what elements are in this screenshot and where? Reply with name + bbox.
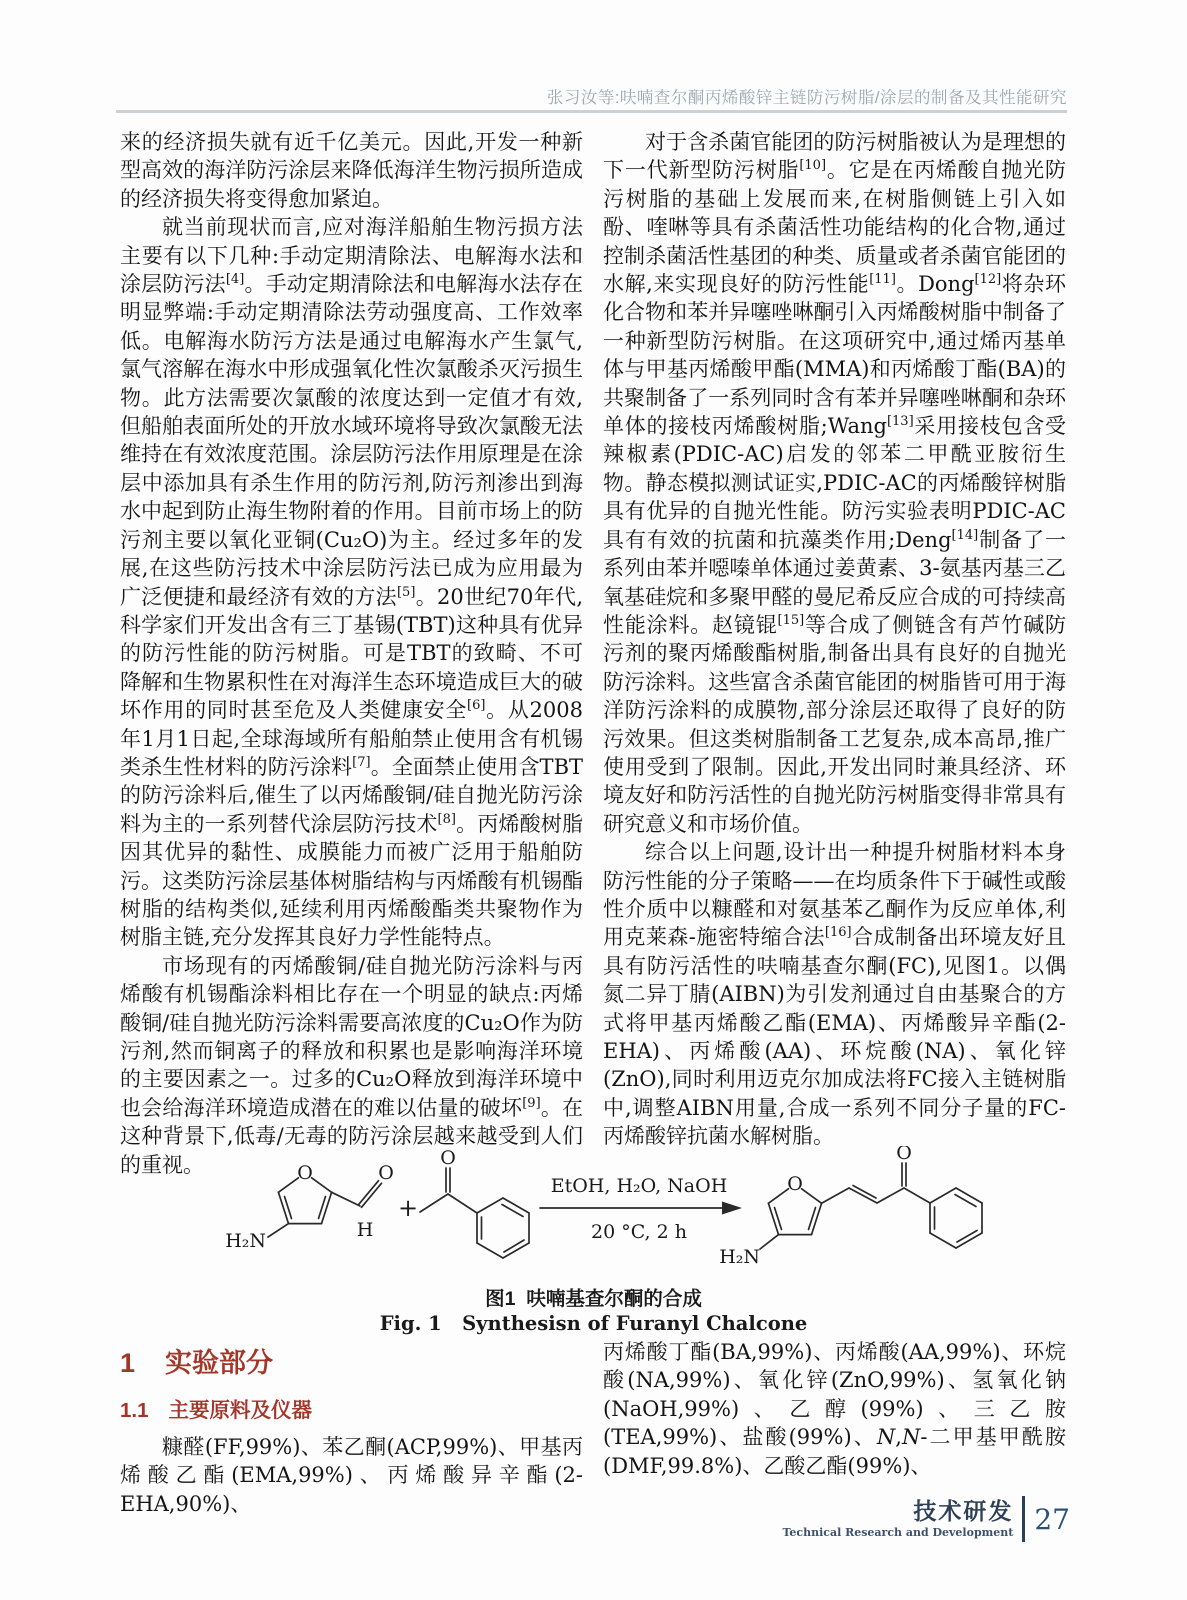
subsection-title: 主要原料及仪器 [168,1399,312,1422]
paragraph: 对于含杀菌官能团的防污树脂被认为是理想的下一代新型防污树脂[10]。它是在丙烯酸自抛光防污树脂的基础上发展而来,在树脂侧链上引入如酚、喹啉等具有杀菌活性功能结构的化合物,通过控制杀菌活性基团的种类、质量或者杀菌官能团的水解,来实现良好的防污性能[11]。Dong[12]将杂环化合物和苯并异噻唑啉酮引入丙烯酸树脂中制备了一种新型防污树脂。在这项研究中,通过烯丙基单体与甲基丙烯酸甲酯(MMA)和丙烯酸丁酯(BA)的共聚制备了一系列同时含有苯并异噻唑啉酮和杂环单体的接枝丙烯酸树脂;Wang[13]采用接枝包含受辣椒素(PDIC-AC)启发的邻苯二甲酰亚胺衍生物。静态模拟测试证实,PDIC-AC的丙烯酸锌树脂具有优异的自抛光性能。防污实验表明PDIC-AC具有有效的抗菌和抗藻类作用;Deng[14]制备了一系列由苯并噁嗪单体通过姜黄素、3-氨基丙基三乙氧基硅烷和多聚甲醛的曼尼希反应合成的可持续高性能涂料。赵镜锟[15]等合成了侧链含有芦竹碱防污剂的聚丙烯酸酯树脂,制备出具有良好的自抛光防污涂料。这些富含杀菌官能团的树脂皆可用于海洋防污涂料的成膜物,部分涂层还取得了良好的防污效果。但这类树脂制备工艺复杂,成本高昂,推广使用受到了限制。因此,开发出同时兼具经济、环境友好和防污活性的自抛光防污树脂变得非常具有研究意义和市场价值。 [603,130,1067,836]
reaction-conditions-top: EtOH, H₂O, NaOH [550,1175,728,1197]
footer-section-label [782,1500,1013,1538]
product-furanyl-chalcone-structure [719,1146,982,1268]
plus-sign: + [397,1194,419,1222]
oxygen-label: O [787,1173,803,1195]
oxygen-label: O [297,1162,313,1184]
footer [782,1496,1070,1542]
footer-label-zh: 技术研发 [913,1498,1014,1524]
reaction-scheme-svg [120,1146,1067,1276]
running-head: 张习汝等:呋喃查尔酮丙烯酸锌主链防污树脂/涂层的制备及其性能研究 [546,89,1067,107]
acetophenone-structure [420,1147,529,1258]
paragraph: 综合以上问题,设计出一种提升树脂材料本身防污性能的分子策略——在均质条件下于碱性或酸性介质中以糠醛和对氨基苯乙酮作为反应单体,利用克莱森-施密特缩合法[16]合成制备出环境友好且具有防污活性的呋喃基查尔酮(FC),见图1。以偶氮二异丁腈(AIBN)为引发剂通过自由基聚合的方式将甲基丙烯酸乙酯(EMA)、丙烯酸异辛酯(2-EHA)、丙烯酸(AA)、环烷酸(NA)、氧化锌(ZnO),同时利用迈克尔加成法将FC接入主链树脂中,调整AIBN用量,合成一系列不同分子量的FC-丙烯酸锌抗菌水解树脂。 [603,840,1066,1149]
footer-label-en: Technical Research and Development [782,1526,1014,1539]
subsection-heading [120,1393,583,1423]
footer-divider [1022,1496,1025,1542]
reaction-conditions-bottom: 20 °C, 2 h [590,1221,688,1243]
reactant-aminofurfural-structure [225,1162,394,1252]
hydrogen-label: H [356,1219,374,1241]
paragraph: 就当前现状而言,应对海洋船舶生物污损方法主要有以下几种:手动定期清除法、电解海水法和涂层防污法[4]。手动定期清除法和电解海水法存在明显弊端:手动定期清除法劳动强度高、工作效率低。电解海水防污方法是通过电解海水产生氯气,氯气溶解在海水中形成强氧化性次氯酸杀灭污损生物。此方法需要次氯酸的浓度达到一定值才有效,但船舶表面所处的开放水域环境将导致次氯酸无法维持在有效浓度范围。涂层防污法作用原理是在涂层中添加具有杀生作用的防污剂,防污剂渗出到海水中起到防止海生物附着的作用。目前市场上的防污剂主要以氧化亚铜(Cu₂O)为主。经过多年的发展,在这些防污技术中涂层防污法已成为应用最为广泛便捷和最经济有效的方法[5]。20世纪70年代,科学家们开发出含有三丁基锡(TBT)这种具有优异的防污性能的防污树脂。可是TBT的致畸、不可降解和生物累积性在对海洋生态环境造成巨大的破坏作用的同时甚至危及人类健康安全[6]。从2008年1月1日起,全球海域所有船舶禁止使用含有机锡类杀生性材料的防污涂料[7]。全面禁止使用含TBT的防污涂料后,催生了以丙烯酸铜/硅自抛光防污涂料为主的一系列替代涂层防污技术[8]。丙烯酸树脂因其优异的黏性、成膜能力而被广泛用于船舶防污。这类防污涂层基体树脂结构与丙烯酸有机锡酯树脂的结构类似,延续利用丙烯酸酯类共聚物作为树脂主链,充分发挥其良好力学性能特点。 [120,215,584,950]
experimental-section-right [603,1338,1066,1480]
materials-paragraph-right: 丙烯酸丁酯(BA,99%)、丙烯酸(AA,99%)、环烷酸(NA,99%)、氧化锌(ZnO,99%)、氢氧化钠(NaOH,99%)、乙醇(99%)、三乙胺(TEA,99%)、盐酸(99%)、N,N-二甲基甲酰胺(DMF,99.8%)、乙酸乙酯(99%)、 [603,1340,1066,1478]
experimental-section-left [120,1341,583,1518]
amine-label: H₂N [719,1246,760,1268]
page-number: 27 [1034,1502,1070,1536]
oxygen-label: O [378,1162,394,1184]
oxygen-label: O [440,1147,456,1169]
section-title: 实验部分 [165,1348,274,1378]
amine-label: H₂N [225,1230,266,1252]
figure-caption-zh: 图1 呋喃基查尔酮的合成 [485,1288,702,1310]
figure-1-reaction-scheme [120,1146,1067,1276]
figure-caption-en: Fig. 1 Synthesisn of Furanyl Chalcone [379,1312,808,1335]
paragraph: 来的经济损失就有近千亿美元。因此,开发一种新型高效的海洋防污涂层来降低海洋生物污损所造成的经济损失将变得愈加紧迫。 [120,130,583,211]
paragraph: 市场现有的丙烯酸铜/硅自抛光防污涂料与丙烯酸有机锡酯涂料相比存在一个明显的缺点:丙烯酸铜/硅自抛光防污涂料需要高浓度的Cu₂O作为防污剂,然而铜离子的释放和积累也是影响海洋环境的主要因素之一。过多的Cu₂O释放到海洋环境中也会给海洋环境造成潜在的难以估量的破坏[9]。在这种背景下,低毒/无毒的防污涂层越来越受到人们的重视。 [120,953,584,1177]
body-column-left [120,128,583,1179]
header-rule [116,110,1067,113]
subsection-number: 1.1 [120,1399,149,1422]
oxygen-label: O [896,1146,912,1164]
section-heading [120,1341,583,1380]
section-number: 1 [120,1348,136,1378]
body-column-right [603,128,1066,1151]
materials-paragraph-left: 糠醛(FF,99%)、苯乙酮(ACP,99%)、甲基丙烯酸乙酯(EMA,99%)、丙烯酸异辛酯(2-EHA,90%)、 [120,1435,583,1516]
reaction-arrow [540,1175,742,1243]
